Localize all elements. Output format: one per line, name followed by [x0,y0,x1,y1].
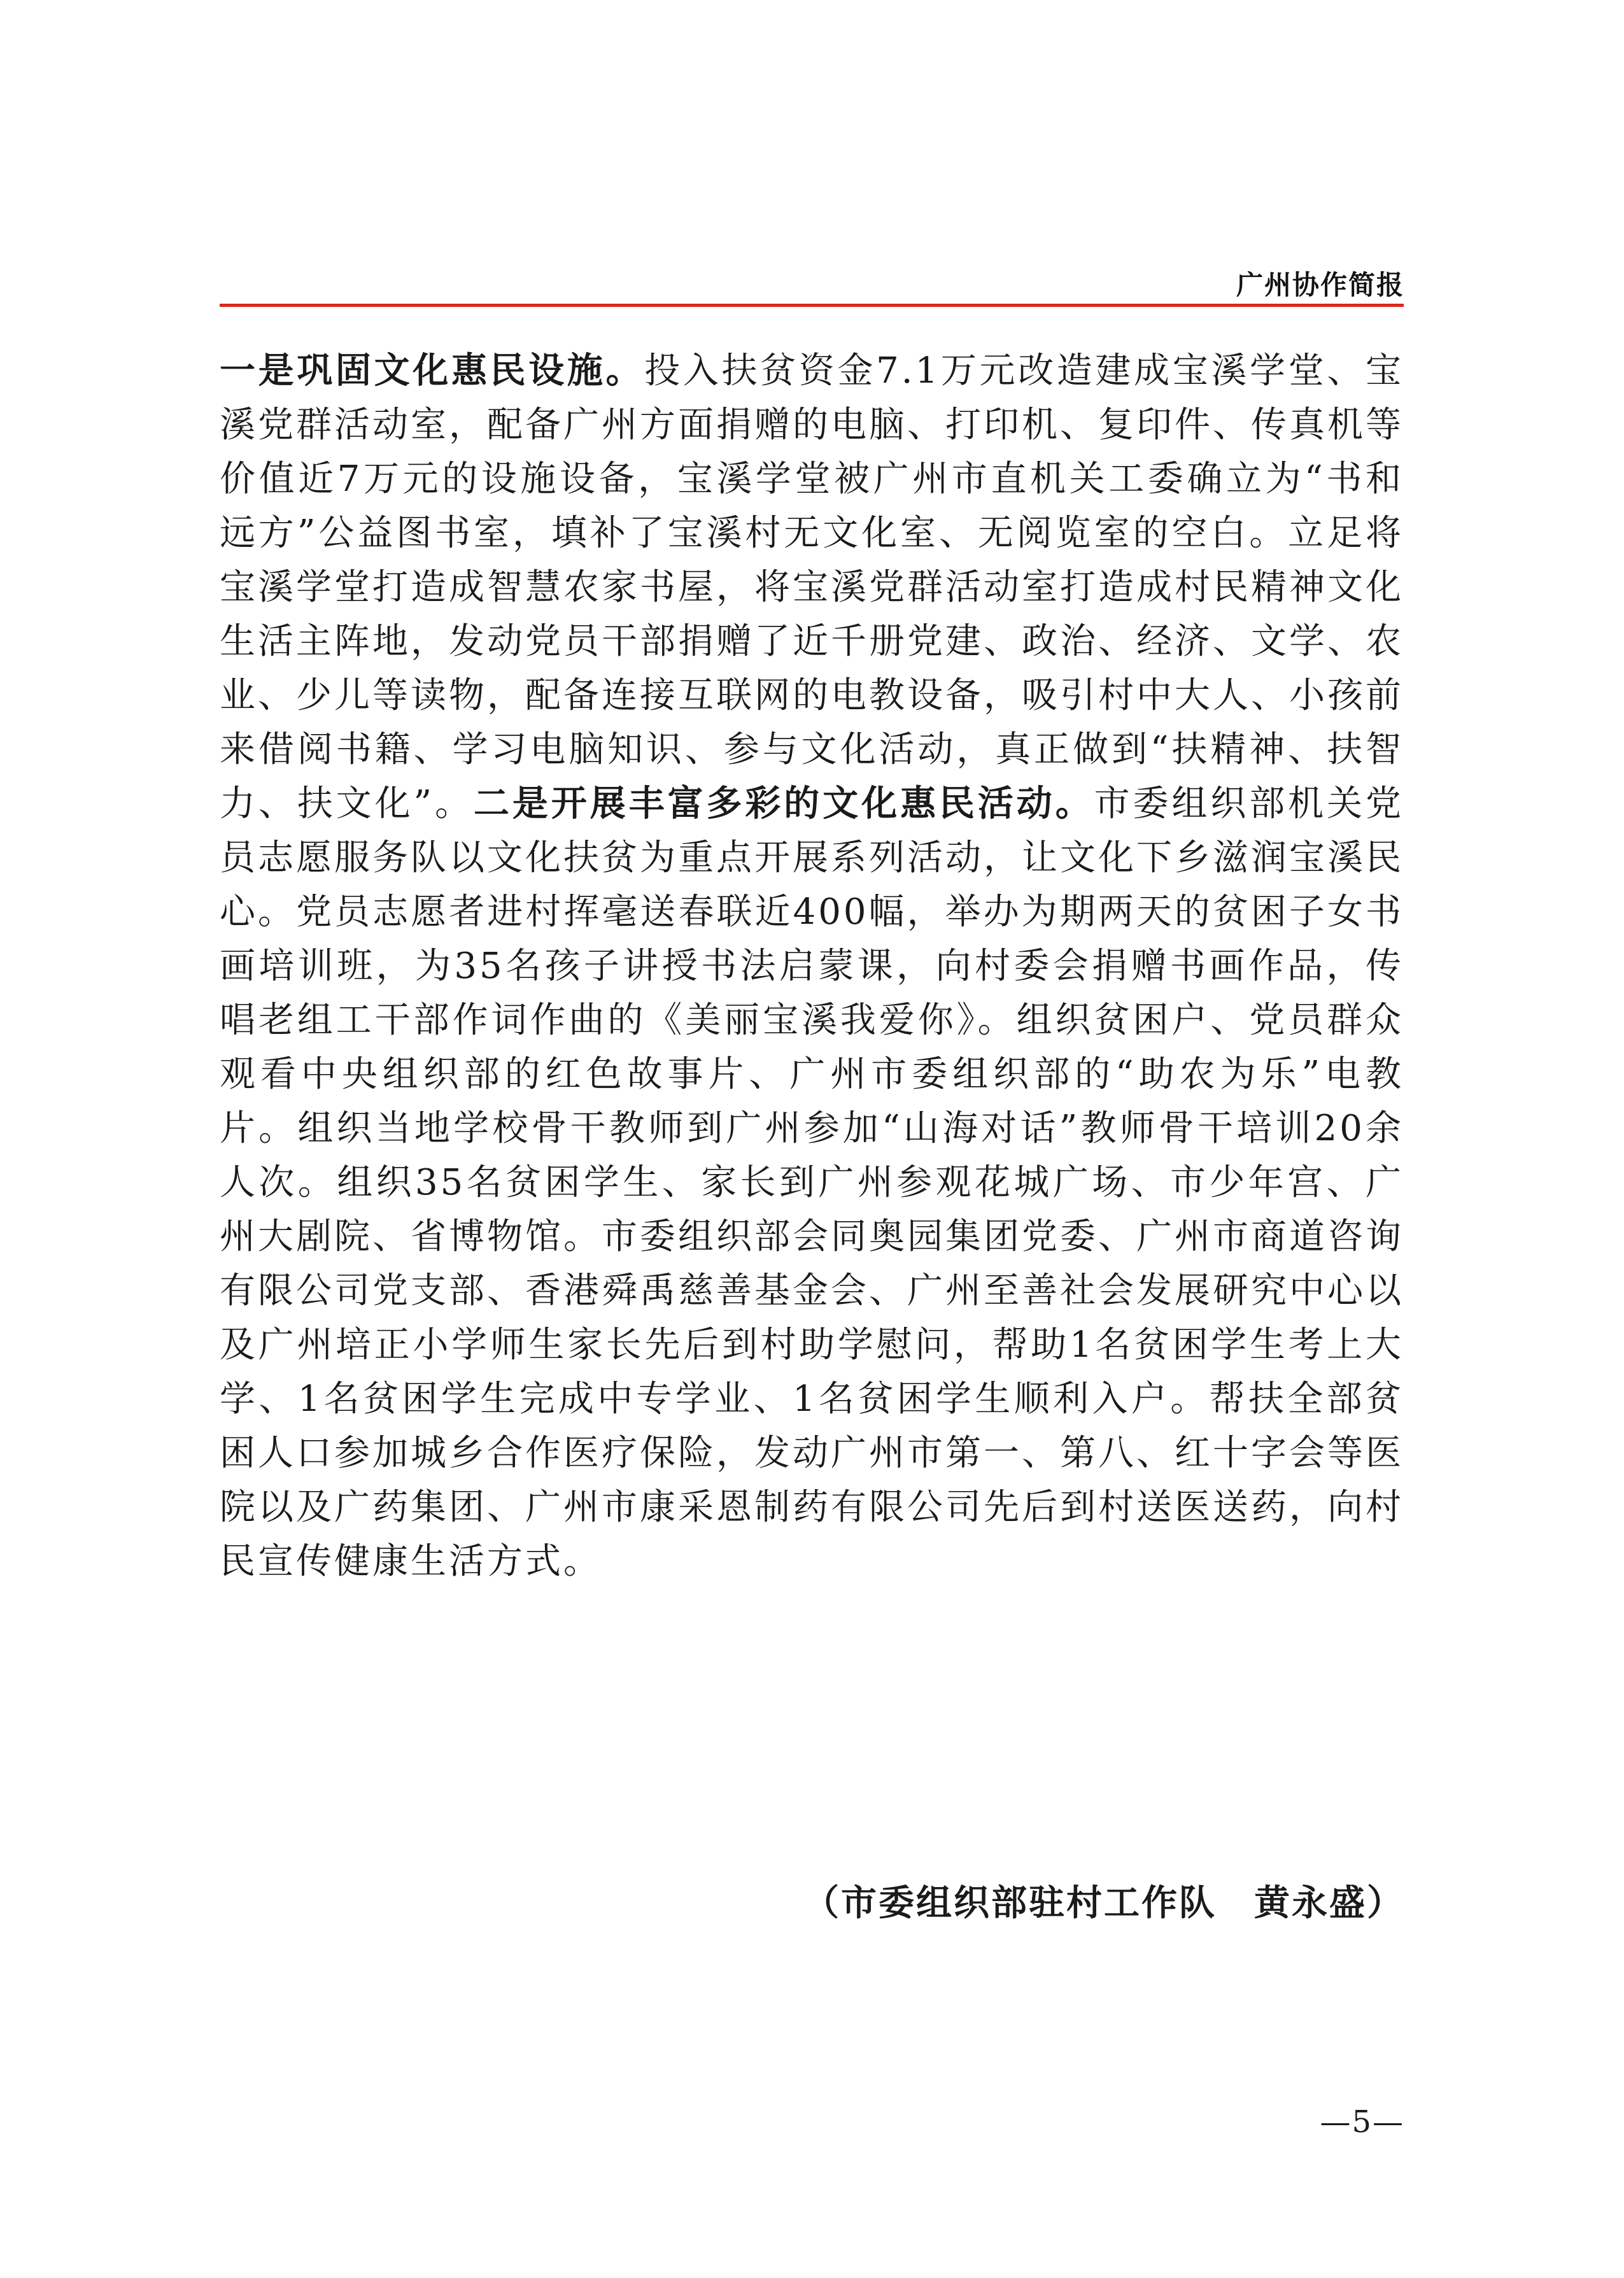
section-heading-1: 一是巩固文化惠民设施。 [220,350,645,392]
page-number: —5— [1320,2104,1404,2140]
section-text-2: 市委组织部机关党员志愿服务队以文化扶贫为重点开展系列活动，让文化下乡滋润宝溪民心。党员志愿者进村挥毫送春联近400幅，举办为期两天的贫困子女书画培训班，为35名孩子讲授书法启蒙课，向村委会捐赠书画作品，传唱老组工干部作词作曲的《美丽宝溪我爱你》。组织贫困户、党员群众观看中央组织部的红色故事片、广州市委组织部的“助农为乐”电教片。组织当地学校骨干教师到广州参加“山海对话”教师骨干培训20余人次。组织35名贫困学生、家长到广州参观花城广场、市少年宫、广州大剧院、省博物馆。市委组织部会同奥园集团党委、广州市商道咨询有限公司党支部、香港舜禹慈善基金会、广州至善社会发展研究中心以及广州培正小学师生家长先后到村助学慰问，帮助1名贫困学生考上大学、1名贫困学生完成中专学业、1名贫困学生顺利入户。帮扶全部贫困人口参加城乡合作医疗保险，发动广州市第一、第八、红十字会等医院以及广药集团、广州市康采恩制药有限公司先后到村送医送药，向村民宣传健康生活方式。 [220,783,1404,1582]
author-signature: （市委组织部驻村工作队 黄永盛） [803,1883,1404,1924]
section-text-1: 投入扶贫资金7.1万元改造建成宝溪学堂、宝溪党群活动室，配备广州方面捐赠的电脑、打印机、复印件、传真机等价值近7万元的设施设备，宝溪学堂被广州市直机关工委确立为“书和远方”公益图书室，填补了宝溪村无文化室、无阅览室的空白。立足将宝溪学堂打造成智慧农家书屋，将宝溪党群活动室打造成村民精神文化生活主阵地，发动党员干部捐赠了近千册党建、政治、经济、文学、农业、少儿等读物，配备连接互联网的电教设备，吸引村中大人、小孩前来借阅书籍、学习电脑知识、参与文化活动，真正做到“扶精神、扶智力、扶文化”。 [220,350,1404,824]
header-divider [220,304,1404,307]
publication-title: 广州协作简报 [1236,269,1404,301]
section-heading-2: 二是开展丰富多彩的文化惠民活动。 [474,783,1094,824]
article-body [220,344,1404,1588]
